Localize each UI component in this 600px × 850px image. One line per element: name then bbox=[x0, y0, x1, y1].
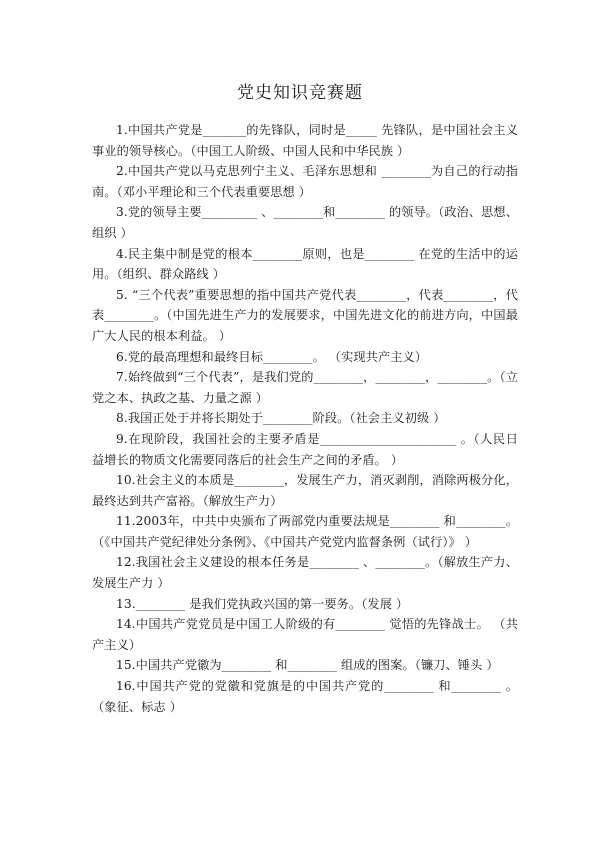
question-item: 10.社会主义的本质是________，发展生产力，消灭剥削，消除两极分化，最终达到共产富裕。（解放生产力） bbox=[92, 473, 518, 508]
question-list bbox=[92, 120, 518, 717]
question-item: 14.中国共产党党员是中国工人阶级的有________ 觉悟的先锋战士。 （共产主义） bbox=[92, 617, 518, 652]
page-title: 党史知识竞赛题 bbox=[237, 83, 363, 103]
question-item: 13.________ 是我们党执政兴国的第一要务。（发展 ） bbox=[116, 596, 409, 611]
question-item: 1.中国共产党是_______的先锋队，同时是_____ 先锋队，是中国社会主义事业的领导核心。（中国工人阶级、中国人民和中华民族 ） bbox=[92, 123, 518, 158]
question-item: 4.民主集中制是党的根本________原则，也是________ 在党的生活中的运用。（组织、群众路线 ） bbox=[92, 246, 518, 282]
question-item: 3.党的领导主要_________ 、________和________ 的领导。（政治、思想、组织 ） bbox=[92, 205, 518, 240]
question-item: 8.我国正处于并将长期处于________阶段。（社会主义初级 ） bbox=[116, 411, 446, 426]
question-item: 11.2003年，中共中央颁布了两部党内重要法规是________ 和________。（《中国共产党纪律处分条例》、《中国共产党党内监督条例（试行）》 ） bbox=[92, 514, 518, 549]
question-item: 16.中国共产党的党徽和党旗是的中国共产党的________ 和________ 。（象征、标志 ） bbox=[92, 679, 518, 714]
question-item: 7.始终做到“三个代表”，是我们党的________，________，________。（立党之本、执政之基、力量之源 ） bbox=[92, 370, 518, 405]
question-item: 15.中国共产党徽为________ 和________ 组成的图案。（镰刀、锤头 ） bbox=[116, 658, 499, 673]
question-item: 12.我国社会主义建设的根本任务是________ 、________。（解放生产力、发展生产力 ） bbox=[92, 555, 518, 591]
question-item: 2.中国共产党以马克思列宁主义、毛泽东思想和 ________为自己的行动指南。（邓小平理论和三个代表重要思想 ） bbox=[92, 164, 518, 199]
question-item: 5. “三个代表”重要思想的指中国共产党代表________，代表________，代表________。（中国先进生产力的发展要求，中国先进文化的前进方向，中国最广大人民的根本利益。 ） bbox=[92, 287, 518, 343]
question-item: 9.在现阶段，我国社会的主要矛盾是______________________ 。（人民日益增长的物质文化需要同落后的社会生产之间的矛盾。 ） bbox=[92, 431, 518, 467]
question-item: 6.党的最高理想和最终目标________。 （实现共产主义） bbox=[116, 349, 428, 364]
